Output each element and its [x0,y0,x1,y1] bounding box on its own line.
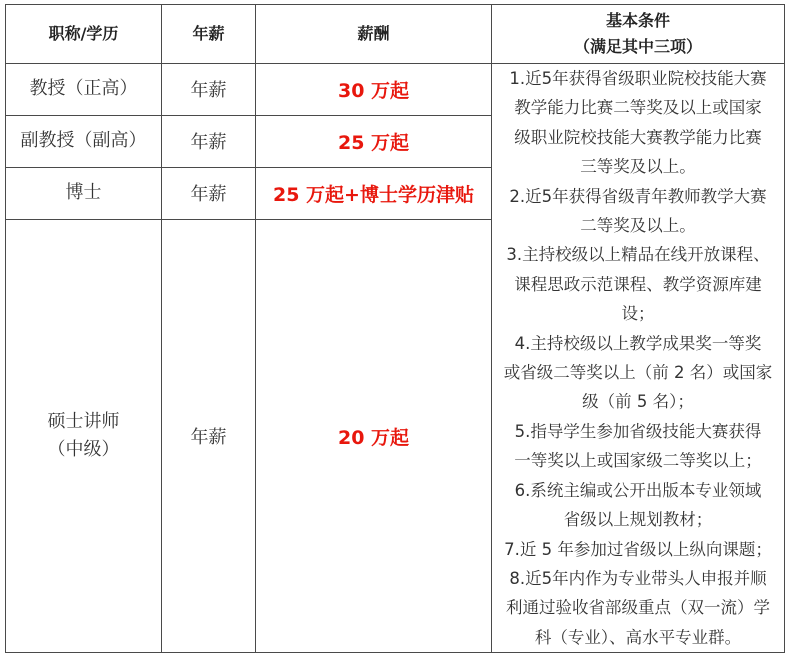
salary-type-cell: 年薪 [162,167,256,219]
condition-line: 级职业院校技能大赛教学能力比赛 [514,127,762,147]
salary-type-cell: 年薪 [162,115,256,167]
title-cell: 博士 [6,167,162,219]
conditions-cell [492,64,785,653]
condition-line: 科（专业）、高水平专业群。 [534,627,742,647]
title-line1: 硕士讲师 [47,411,120,433]
condition-line: 或省级二等奖以上（前 2 名）或国家 [503,363,773,383]
table-row [6,64,785,116]
condition-line: 3.主持校级以上精品在线开放课程、 [506,245,770,265]
header-salary: 薪酬 [256,5,492,64]
title-cell: 教授（正高） [6,64,162,116]
condition-line: 设； [621,304,655,324]
condition-line: 5.指导学生参加省级技能大赛获得 [514,421,762,441]
salary-amount-cell: 20 万起 [256,219,492,652]
salary-table [5,4,785,653]
condition-line: 6.系统主编或公开出版本专业领域 [514,480,762,500]
condition-line: 1.近5年获得省级职业院校技能大赛 [509,69,767,88]
title-line2: （中级） [47,439,120,461]
condition-line: 2.近5年获得省级青年教师教学大赛 [509,186,767,206]
header-conditions [492,5,785,64]
condition-line: 三等奖及以上。 [580,157,696,177]
header-conditions-line1: 基本条件 [605,11,670,30]
salary-amount-cell: 25 万起 [256,115,492,167]
header-title: 职称/学历 [6,5,162,64]
title-cell: 副教授（副高） [6,115,162,167]
condition-line: 一等奖以上或国家级二等奖以上； [514,451,762,471]
condition-line: 二等奖及以上。 [580,216,696,236]
salary-type-cell: 年薪 [162,64,256,116]
condition-line: 教学能力比赛二等奖及以上或国家 [514,98,762,118]
header-salary-type: 年薪 [162,5,256,64]
header-conditions-line2: （满足其中三项） [573,37,702,56]
salary-type-cell: 年薪 [162,219,256,652]
salary-amount-cell: 25 万起+博士学历津贴 [256,167,492,219]
condition-line: 4.主持校级以上教学成果奖一等奖 [514,333,762,353]
condition-line: 7.近 5 年参加过省级以上纵向课题； [504,539,772,559]
condition-line: 课程思政示范课程、教学资源库建 [514,274,762,294]
header-row [6,5,785,64]
condition-line: 8.近5年内作为专业带头人申报并顺 [509,568,767,588]
salary-amount-cell: 30 万起 [256,64,492,116]
condition-line: 级（前 5 名）； [582,392,694,412]
condition-line: 省级以上规划教材； [563,510,713,530]
condition-line: 利通过验收省部级重点（双一流）学 [506,598,770,618]
title-cell [6,219,162,652]
